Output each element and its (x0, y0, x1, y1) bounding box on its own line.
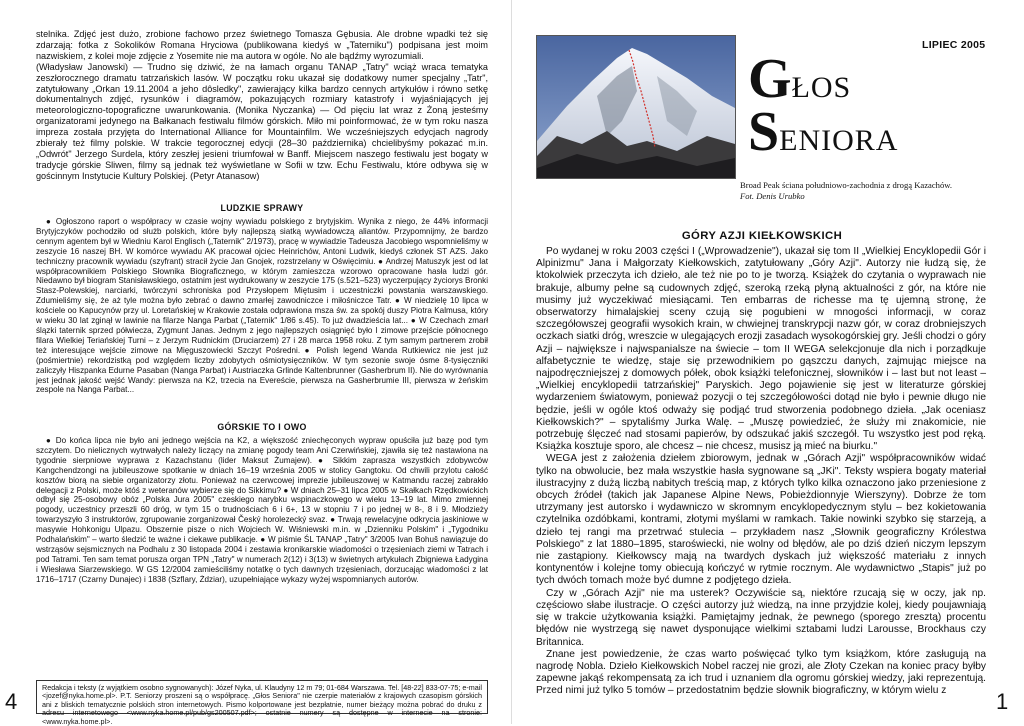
article-paragraph: WEGA jest z założenia dziełem zbiorowym, jednak w „Górach Azji" współpracowników widać tylko na obwolucie, bez mała wszystkie hasła sygnowane są „JKi". Teksty wspiera bogaty materiał ilustracyjny z dużą liczbą nabitych treścią map, z których tylko kilka oznaczono jako przeniesione z obcych źródeł (takich jak Japanese Alpine News, Pobieżdionnyje Wierszyny). Dobrze że tom utrzymany jest autorsko i wydawniczo w skromnym encyklopedycznym stylu – bez kokietowania czytelnika ozdóbkami, kontrami, złotymi myślami w ramkach. Takie nowinki szybko się starzeją, a dzieło tej rangi ma przetrwać stulecia – przykładem nasz „Słownik geograficzny Królestwa Polskiego" z lat 1880–1895, staroświecki, nie wolny od błędów, ale po dziś dzień niczym lepszym nie zastąpiony. Kiełkowscy mają na twardych dyskach już większość materiału z innych kontynentów i kolejne tomy obiecują kończyć w rytmie rocznym. Ale wydawnictwo „Stapis" już po tych dwóch tomach może być dumne z podjętego dzieła. (536, 453, 986, 587)
right-page (512, 0, 1024, 724)
masthead-initial: G (748, 48, 792, 110)
mountain-photo (536, 35, 736, 179)
caption-line: Broad Peak ściana południowo-zachodnia z drogą Kazachów. (740, 180, 953, 190)
section-text: ● Do końca lipca nie było ani jednego wejścia na K2, a większość zniechęconych wypraw opuściła już bazę pod tym szczytem. Do nielicznych wytrwałych należy liczący na zmianę pogody team Ani Czerwińskiej, zjawiła się też nastawiona na tygodnie sierpniowe wyprawa z Kazachstanu (lider Maksut Żumajew). ● Sikkim zaprasza wszystkich zdobywców Kangchendzongi na jubileuszowe spotkanie w dniach 16–19 września 2005 w stolicy Gangtoku. Od chwili przylotu całość kosztów biorą na siebie organizatorzy złotu. Ponieważ na czerwcowej imprezie jubileuszowej w Katmandu raczej zabrakło delegacji z Polski, może któś z weteranów wybierze się do Sikkimu? ● W dniach 25–31 lipca 2005 w Skałkach Rzędkowickich odbył się 25-osobowy obóz „Polska Jura 2005" czeskiego narybku wspinaczkowego w wieku 13–19 lat. Mimo zmiennej pogody, uczestnicy przeszli 60 dróg, w tym 15 o trudnościach 6 i 6+, 13 w stopniu 7 i po jednej w 8-, 8 i 9. Młodzieży towarzyszyło 3 instruktorów, zgrupowanie zorganizował Český horolezecký svaz. ● Trwają rewelacyjne odkrycia jaskiniowe w masywie Hohkonigu Ulpazu. Obszernie pisze o nich Wojciech W. Wiśniewski m.in. w „Dzienniku Polskim" i „Tygodniku Podhalańskim" – warto śledzić te ważne i ciekawe publikacje. ● W piśmie ŚL TANAP „Tatry" 3/2005 Ivan Bohuš nawiązuje do wstrząsów sejsmicznych na Podhalu z 30 listopada 2004 i zestawia kronikarskie wiadomości o trzęsieniach ziemi w Tatrach i pod Tatrami. Ten sam temat porusza organ TPN „Tatry" w numerach 2(12) i 3(13) w świetnych artykułach Zbigniewa Ładygina i Wiesława Siarzewskiego. W GS 12/2004 zamieściliśmy notatkę o tych dawnych trzęsieniach, dorzucając wiadomości z lat 1716–1717 (Czarny Dunajec) i 1838 (Szflary, Żdziar), uzupełniające wykazy wyżej wspomnianych autorów. (36, 436, 488, 584)
masthead-initial: S (748, 101, 780, 163)
section-text: ● Ogłoszono raport o współpracy w czasie wojny wywiadu polskiego z brytyjskim. Wynika z niego, że 44% informacji Brytyjczyków pochodziło od służb polskich, które były najlepszą siatką wywiadowczą aliantów. Przypomnijmy, że bardzo cennym agentem był w Wiedniu Karol Englisch („Taternik" 2/1973), pracę w wywiadzie Tadeusza Jacobiego wspomnieliśmy w zeszycie 16 naszej BH. W komórce wywiadu AK pracował ojciec Heinrichów, Antoni Ludwik, kiedyś członek ST AZS. Jako techniczny pracownik wywiadu (szyfrant) stracił życie Jan Gnojek, rozstrzelany w Oświęcimiu. ● Andrzej Matuszyk jest od lat współpracownikiem Polskiego Słownika Biograficznego, w którym zamieszcza wzorowo opracowane hasła ludzi gór. Niedawno był biogram Stanisławskiego, ostatnim jest wydrukowany w zeszycie 175 (s.521–523) wyczerpujący życiorys Bronki Stasz-Polewskiej, narciarki, twórczyni schroniska pod Przysłopem Miętusim i uczestniczki powstania warszawskiego. Zdumieliśmy się, że aż tyle można było zebrać o dawno zmarłej zawodniczce i miłośniczce Tatr. ● W niedzielę 10 lipca w kościele oo Kapucynów przy ul. Loretańskiej w Krakowie została odprawiona msza św. za spokój duszy Piotra Kalmusa, który w wieku 30 lat zginął w lawinie na filarze Nanga Parbat („Taternik" 1/86 s.45). To już dwadzieścia lat... ● W Czechach zmarł ślązki taternik sprzed półwiecza, Zygmunt Janas. Jednym z jego najlepszych osiągnięć było I zimowe przejście północnego filara Wielkiej Teriańskiej Turni – z Jerzym Rudnickim (Druciarzem) 27 i 28 marca 1958 roku. Z tym samym partnerem zrobił też interesujące wejście zimowe na Mięguszowiecki Szczyt Pośredni. ● Polish legend Wanda Rutkiewicz nie jest już (pośmiertnie) rekordzistką pod względem liczby zdobytych ośmiotysięczników. W tym sezonie swoje ósme 8-tysięczniki zaliczyły Hiszpanka Edurne Pasaban (Nanga Parbat) i Austriaczka Grlinde Kaltenbrunner (Gasherbrum II). Nie do wyrównania jest jednak jakość wejść Wandy: pierwsza na K2, trzecia na Evereście, pierwsza na Gasherbrumie III, pierwsza w żeńskim zespole na Nanga Parbat... (36, 217, 488, 395)
issue-date: LIPIEC 2005 (922, 39, 986, 51)
intro-text (36, 29, 488, 182)
article-paragraph: Po wydanej w roku 2003 części I („Wprowadzenie"), ukazał się tom II „Wielkiej Encyklopedii Gór i Alpinizmu" Jana i Małgorzaty Kiełkowskich, zatytułowany „Góry Azji". Autorzy nie łudzą się, że ktokolwiek przeczyta ich dzieło, ale też nie po to je tworzą. Książek do czytania o wyprawach nie brakuje, albumy pełne są cudownych zdjęć, szeroką rzeką płyną aktualności z gór, na które nie musimy już wyczekiwać miesiącami. Ten embarras de richesse ma tę ujemną stronę, że obserwatorzy himalajskiej sceny czują się pogubieni w mnogości informacji, w coraz szczegółowszej geografii wysokich krain, w chwiejnej transkrypcji nazw gór, w coraz drobniejszych oczkach siatki dróg, wreszcie w ulegających erozji zasadach wysokogórskiej gry. Jeśli chodzi o góry Azji – największe i najwspanialsze na świecie – tom II WEGA selekcjonuje dla nich i porządkuje alfabetycznie te wiedzę, staje się przewodnikiem po gąszczu danych, zajmując miejsce na najpodręczniejszej z domowych półek, obok książki telefonicznej, słowników i – last but not least – „Wielkiej encyklopedii tatrzańskiej" Paryskich. Jego pojawienie się jest w literaturze górskiej wydarzeniem światowym, ponieważ pozycji o tej szczegółowości dotąd nie było i pewnie długo nie będzie, jeśli w ogóle ktoś odważy się podjąć trud stworzenia podobnego dzieła. „Jak oceniasz Kiełkowskich?" – spytaliśmy Jurka Walę. – „Muszę powiedzieć, że służy mi znakomicie, nie potrzebuję ślęczeć nad stosami papierów, by odszukać jakiś szczegół. Tu wszystko jest pod ręką. Książka kosztuje sporo, ale chcesz – nie chcesz, musisz ją mieć na biurku." (536, 246, 986, 453)
left-page (0, 0, 512, 724)
credits-box (36, 680, 488, 726)
photo-caption (740, 180, 982, 202)
article-paragraph: Znane jest powiedzenie, że czas warto poświęcać tylko tym książkom, które zasługują na nagrodę Nobla. Dzieło Kiełkowskich Nobel raczej nie grozi, ale Złoty Czekan na koniec pracy byłby zapewne jakąś rekompensatą za ich trud i uznaniem dla ogromu górskiej wiedzy, jaki reprezentują. Przed nimi już tylko 5 tomów – przedostatnim będzie słownik biograficzny, w którym wielu z (536, 648, 986, 697)
page-number: 4 (5, 689, 18, 714)
intro-paragraph-1: stelnika. Zdjęć jest dużo, zrobione fachowo przez świetnego Tomasza Gębusia. Ale drobne wpadki też się zdarzają: fotka z Sokolików Romana Hryciowa (publikowana kiedyś w „Taterniku") podpisana jest moim nazwiskiem, z kolei moje zdjęcie z Yosemite nie ma autora w ogóle. No ale bądźmy wyrozumiali. (36, 29, 488, 61)
credits-text: Redakcja i teksty (z wyjątkiem osobno sygnowanych): Józef Nyka, ul. Klaudyny 12 m 79; 01-684 Warszawa. Tel. [48-22] 833-07-75; e-mail <jozef@nyka.home.pl>. P.T. Seniorzy proszeni są o współpracę. „Głos Seniora" nie czerpie materiałów z krajowych czasopism górskich ani z bliskich tematycznie polskich stron internetowych. Pismo kolportowane jest bezpłatnie, numer bieżący można pobrać do druku z adresu internetowego <www.nyka.home.pl/pub/gs200507.pdf>; ostatnie numery są dostępne w internecie na stronie: <www.nyka.home.pl>. (42, 683, 482, 726)
masthead-seniora (748, 101, 899, 163)
intro-paragraph-2: (Władysław Janowski) — Trudno się dziwić, że na łamach organu TANAP „Tatry" wciąż wraca tematyka zeszłorocznego dramatu tatrzańskich lasów. W początku roku ukazał się dodatkowy numer specjalny „Tatr", zatytułowany „Orkan 19.11.2004 a jeho dôsledky", zawierający kilka bardzo cennych artykułów i równo setkę dokumentalnych zdjęć, rysunków i diagramów, pokazujących rozmiary katastrofy i wyjaśniających jej meteorologiczno-topograficzne uwarunkowania. (Monika Nyczanka) — Od pięciu lat wraz z Żoną jesteśmy organizatorami jedynego na Bałkanach festiwalu filmów górskich. Miło mi poinformować, że w tym roku nasza impreza została przyjęta do International Alliance for Mountainfilm. We wcześniejszych edycjach nagrody zbierały też filmy polskie. W trakcie tegorocznej edycji (28–30 października) chcielibyśmy pokazać m.in. „Odwrót" Jerzego Surdela, który zeszłej jesieni triumfował w Banff. Miejscem naszego festiwalu jest bogaty w tradycje górskie Sliwen, filmy są jednak też wyświetlane w Sofii w tzw. Echu Festiwalu, które odbywa się w gościnnym Instytucie Kultury Polskiej. (Petyr Atanasow) (36, 61, 488, 181)
article-body (536, 246, 986, 698)
masthead-rest: ŁOS (791, 71, 852, 104)
section-ludzkie-sprawy (36, 199, 488, 395)
section-heading: GÓRSKIE TO I OWO (217, 422, 307, 432)
article-title: GÓRY AZJI KIEŁKOWSKICH (681, 230, 843, 242)
caption-credit: Fot. Denis Urubko (740, 190, 805, 201)
masthead-glos (748, 48, 852, 110)
section-gorskie-to-i-owo (36, 418, 488, 585)
article-paragraph: Czy w „Górach Azji" nie ma usterek? Oczywiście są, niektóre rzucają się w oczy, jak np. częściowo słabe ilustracje. O części autorzy już wiedzą, na inne przyjdzie kolej, kiedy poujawniają się w trakcie użytkowania książki. Pamiętajmy jednak, że pewnego (sporego zresztą) procentu błędów nie wystrzegą się nawet dysponujące wielkimi sztabami ludzi Larousse, Brockhaus czy Britannica. (536, 587, 986, 648)
page-number: 1 (996, 689, 1009, 714)
section-heading: LUDZKIE SPRAWY (220, 203, 304, 213)
masthead-rest: ENIORA (779, 124, 899, 157)
